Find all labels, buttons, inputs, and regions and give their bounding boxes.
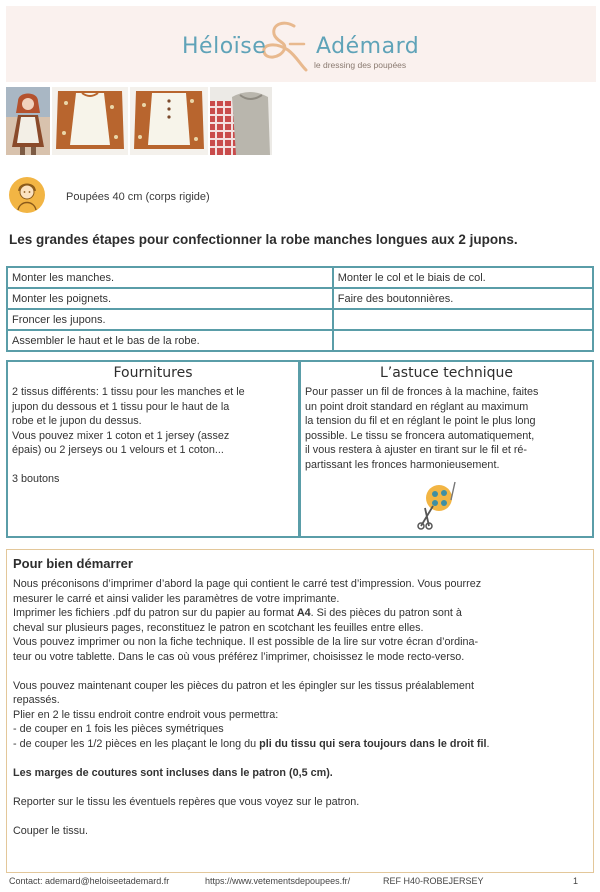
tip-box	[299, 360, 594, 538]
text-span: - de couper les 1/2 pièces en les plaçant le long du	[13, 737, 260, 750]
paragraph-line: Nous préconisons d’imprimer d’abord la page qui contient le carré test d’impression. Vous pourrez	[13, 578, 482, 590]
paragraph-line	[13, 737, 587, 752]
step-cell: Assembler le haut et le bas de la robe.	[7, 330, 333, 351]
page-number: 1	[573, 876, 579, 886]
supplies-box	[6, 360, 300, 538]
paragraph-line: repassés.	[13, 694, 60, 706]
text-line: 2 tissus différents: 1 tissu pour les manches et le	[12, 386, 245, 398]
paragraph-line: Plier en 2 le tissu endroit contre endroit vous permettra:	[13, 708, 279, 721]
supplies-title: Fournitures	[113, 365, 193, 381]
steps-table	[6, 266, 594, 352]
paragraph-line: Couper le tissu.	[13, 824, 89, 837]
seam-allowance-note: Les marges de coutures sont incluses dans le patron (0,5 cm).	[13, 766, 333, 779]
doll-size-label: Poupées 40 cm (corps rigide)	[66, 191, 210, 203]
doll-size-icon	[8, 176, 46, 214]
reference-code: REF H40-ROBEJERSEY	[383, 876, 484, 886]
text-span: Imprimer les fichiers .pdf du patron sur du papier au format	[13, 607, 297, 619]
paragraph-line: cheval sur plusieurs pages, reconstituez le patron en scotchant les feuilles entre elles.	[13, 621, 424, 634]
text-line: la tension du fil et en réglant le point le plus long	[305, 415, 536, 427]
website-link[interactable]: https://www.vetementsdepoupees.fr/	[205, 876, 351, 886]
step-cell	[333, 330, 593, 351]
supplies-text	[8, 381, 298, 487]
table-row	[7, 309, 593, 330]
contact-email-link[interactable]: Contact: ademard@heloiseetademard.fr	[9, 876, 170, 886]
step-cell: Monter les manches.	[7, 267, 333, 288]
doll-full-photo[interactable]	[6, 87, 50, 155]
table-row	[7, 288, 593, 309]
step-cell: Froncer les jupons.	[7, 309, 333, 330]
text-line: possible. Le tissu se froncera automatiquement,	[305, 429, 535, 442]
paragraph-line: mesurer le carré et ainsi valider les paramètres de votre imprimante.	[13, 592, 340, 605]
tip-title: L’astuce technique	[379, 365, 514, 381]
text-line: robe et le jupon du dessus.	[12, 415, 142, 427]
text-line: 3 boutons	[12, 473, 60, 485]
brand-logo[interactable]	[174, 20, 434, 74]
step-cell: Monter le col et le biais de col.	[333, 267, 593, 288]
step-cell	[333, 309, 593, 330]
logo-text-ademard: Adémard	[316, 34, 420, 59]
step-cell: Faire des boutonnières.	[333, 288, 593, 309]
text-line: Pour passer un fil de fronces à la machine, faites	[305, 386, 539, 398]
getting-started-title: Pour bien démarrer	[13, 556, 133, 571]
table-row	[7, 267, 593, 288]
text-line: un point droit standard en réglant au maximum	[305, 400, 529, 413]
table-row	[7, 330, 593, 351]
text-span: . Si des pièces du patron sont à	[310, 607, 462, 619]
sewing-tools-icon	[417, 480, 459, 530]
text-line: jupon du dessous et 1 tissu pour le haut de la	[12, 400, 230, 413]
logo-text-heloise: Héloïse	[182, 34, 267, 59]
dress-fabric-photo[interactable]	[210, 87, 272, 155]
fold-emphasis: pli du tissu qui sera toujours dans le droit fil	[259, 737, 487, 750]
paper-format: A4	[296, 607, 311, 619]
paragraph-line: Vous pouvez maintenant couper les pièces du patron et les épingler sur les tissus préalablement	[13, 679, 474, 692]
tip-text	[301, 381, 592, 472]
text-line: il vous restera à ajuster en tirant sur le fil et ré-	[305, 444, 528, 456]
step-cell: Monter les poignets.	[7, 288, 333, 309]
paragraph-line: - de couper en 1 fois les pièces symétriques	[13, 723, 224, 735]
logo-tagline: le dressing des poupées	[314, 60, 407, 70]
dress-front-photo[interactable]	[52, 87, 128, 155]
getting-started-section	[6, 549, 594, 873]
page-title: Les grandes étapes pour confectionner la robe manches longues aux 2 jupons.	[9, 232, 518, 247]
text-line: partissant les fronces harmonieusement.	[305, 458, 500, 471]
paragraph-line	[13, 606, 587, 621]
paragraph-line: Reporter sur le tissu les éventuels repères que vous voyez sur le patron.	[13, 795, 360, 808]
text-span: .	[486, 737, 490, 750]
paragraph-line: teur ou votre tablette. Dans le cas où vous préférez l’imprimer, choisissez le mode recto-verso.	[13, 650, 465, 663]
text-line: Vous pouvez mixer 1 coton et 1 jersey (assez	[12, 429, 230, 442]
header-banner	[6, 6, 596, 82]
dress-back-photo[interactable]	[130, 87, 208, 155]
text-line: épais) ou 2 jerseys ou 1 velours et 1 coton...	[12, 444, 224, 456]
paragraph-line: Vous pouvez imprimer ou non la fiche technique. Il est possible de la lire sur votre écran d’ordina-	[13, 636, 479, 648]
